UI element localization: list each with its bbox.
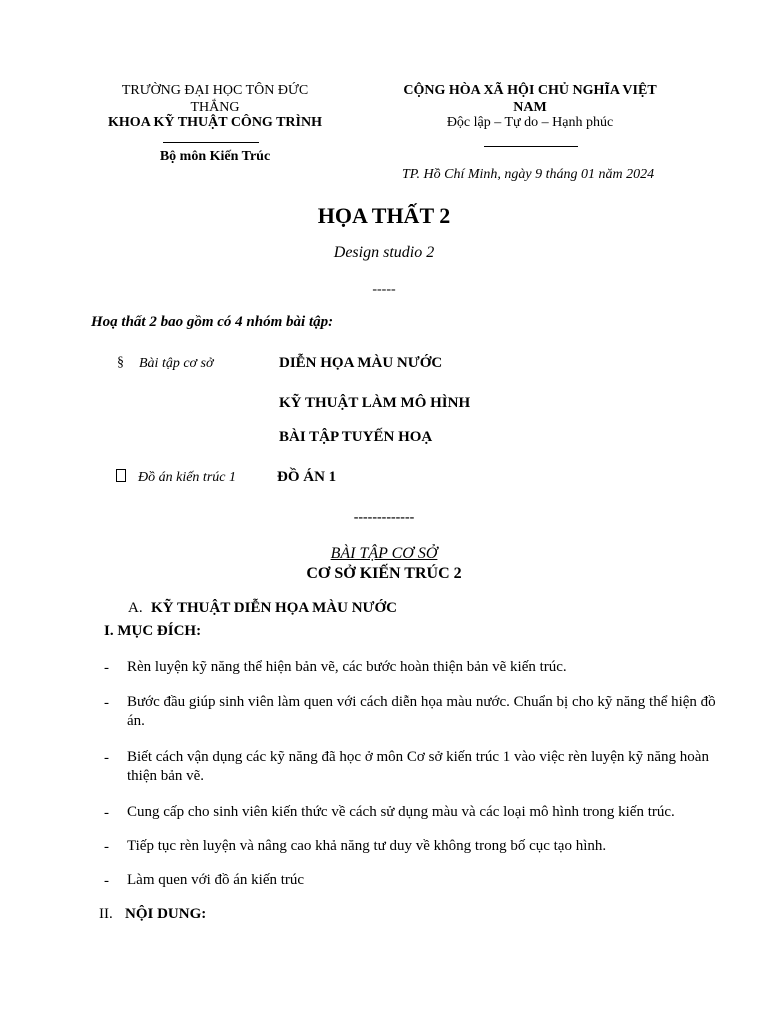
divider-long: ------------- [353,510,415,525]
group-category: Bài tập cơ sở [139,356,214,371]
header-left-underline [163,142,259,143]
objective-item: Tiếp tục rèn luyện và nâng cao khả năng tư duy về không trong bố cục tạo hình. [127,838,607,854]
list-bullet: - [104,805,109,821]
university-name [90,82,340,116]
section-bullet-icon: § [117,355,124,370]
republic-name-line1: CỘNG HÒA XÃ HỘI CHỦ NGHĨA VIỆT [403,83,657,98]
group-item: ĐỒ ÁN 1 [277,469,337,485]
document-subtitle: Design studio 2 [333,244,435,261]
faculty-name: KHOA KỸ THUẬT CÔNG TRÌNH [108,115,322,130]
section-heading-course: CƠ SỞ KIẾN TRÚC 2 [306,565,462,582]
objectives-heading: I. MỤC ĐÍCH: [104,623,202,639]
missing-glyph-icon [116,469,126,482]
objective-item: Biết cách vận dụng các kỹ năng đã học ở môn Cơ sở kiến trúc 1 vào việc rèn luyện kỹ năng hoàn thiện bản vẽ. [127,749,709,784]
objective-item: Bước đầu giúp sinh viên làm quen với cách diễn họa màu nước. Chuẩn bị cho kỹ năng thể hiện đồ án. [127,694,716,729]
part-a-title: KỸ THUẬT DIỄN HỌA MÀU NƯỚC [151,600,397,616]
header-right-underline [484,146,578,147]
university-name-line2: THẮNG [190,100,240,115]
content-heading: NỘI DUNG: [125,906,207,922]
divider-short: ----- [372,282,396,297]
list-bullet: - [104,839,109,855]
group-category: Đồ án kiến trúc 1 [138,470,236,485]
group-item: BÀI TẬP TUYẾN HOẠ [279,429,433,445]
republic-name-line2: NAM [513,100,547,115]
list-bullet: - [104,695,109,711]
intro-text: Hoạ thất 2 bao gồm có 4 nhóm bài tập: [91,314,334,330]
list-bullet: - [104,660,109,676]
university-name-line1: TRƯỜNG ĐẠI HỌC TÔN ĐỨC [121,83,309,98]
department-name: Bộ môn Kiến Trúc [159,149,271,164]
objective-item: Làm quen với đồ án kiến trúc [127,872,305,888]
national-motto: Độc lập – Tự do – Hạnh phúc [446,115,614,130]
content-marker: II. [99,906,113,922]
part-a-marker: A. [128,600,143,616]
document-title: HỌA THẤT 2 [317,203,451,228]
list-bullet: - [104,750,109,766]
place-and-date: TP. Hồ Chí Minh, ngày 9 tháng 01 năm 2024 [402,167,655,182]
group-item: DIỄN HỌA MÀU NƯỚC [279,355,443,371]
section-heading-basic-exercises: BÀI TẬP CƠ SỞ [330,545,438,562]
republic-name [380,82,680,116]
group-item: KỸ THUẬT LÀM MÔ HÌNH [279,395,471,411]
objective-item: Rèn luyện kỹ năng thể hiện bản vẽ, các bước hoàn thiện bản vẽ kiến trúc. [127,659,567,675]
list-bullet: - [104,873,109,889]
objective-item: Cung cấp cho sinh viên kiến thức về cách sử dụng màu và các loại mô hình trong kiến trúc. [127,804,675,820]
